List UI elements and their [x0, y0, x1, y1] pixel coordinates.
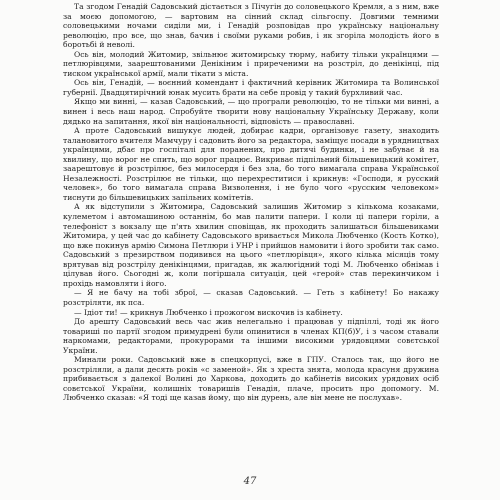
- paragraph: Минали роки. Садовський вже в спецкорпусі, вже в ГПУ. Сталось так, що його не розстріляли, а дали десять років «с заменой». Як з хреста знята, молода красуня дружина прибивається з далекої Волині до Харкова, доходить до кабінетів високих урядових осіб совєтської України, колишніх товаришів Генадія, плаче, просить про допомогу. М. Любченко сказав: «Я тоді ще казав йому, що він дурень, але він мене не послухав».: [63, 355, 439, 403]
- paragraph: — Ідіот ти! — крикнув Любченко і прожогом вискочив із кабінету.: [74, 307, 343, 317]
- paragraph: Ось він, молодий Житомир, звільнює житомирську тюрму, набиту тільки українцями — петлюрівцями, заарештованими Денікіним і приреченими на розстріл, до денікінці, під тиском української армії, мали тікати з міста.: [63, 49, 439, 78]
- paragraph: Ось він, Генадій, — воєнний комендант і фактичний керівник Житомира та Волинської губернії. Двадцятирічний юнак мусить брати на себе провід у такий бурхливий час.: [63, 78, 439, 97]
- paragraph: До арешту Садовський весь час жив нелегально і працював у підпіллі, тоді як його товариші по партії згодом примудрені були опинитися в членах КП(б)У, і з часом ставали наркомами, редакторами, прокурорами та іншими високими урядовцями совєтської України.: [63, 317, 439, 355]
- paragraph: Та згодом Генадій Садовський дістається з Пічугін до соловецького Кремля, а з ним, вже за моєю допомогою, — вартовим на сінний склад сільгоспу. Довгими темними соловецькими ночами сиділи ми, і Генадій розповідав про українську національну революцію, про все, що знав, бачив і своїми руками робив, і як згоріла молодість його в боротьбі й неволі.: [63, 2, 439, 50]
- paragraph: — Я не бачу на тобі зброї, — сказав Садовський. — Геть з кабінету! Бо накажу розстріляти, як пса.: [63, 288, 439, 307]
- paragraph: А як відступили з Житомира, Садовський залишив Житомир з кількома козаками, кулеметом і автомашиною останнім, бо мав палити папери. І коли ці папери горіли, а телефоніст з вокзалу ще п'ять хвилин сповіщав, як проходить залишаться більшевиками Житомира, у цей час до кабінету Садовського вривається Микола Любченко (Кость Котко), що вже покинув армію Симона Петлюри і УНР і прийшов намовити і його зробити так само. Садовський з презирством подивився на цього «петлюрівця», якого кілька місяців тому врятував від розстрілу денікінцями, пригадав, як жалюгідний тоді М. Любченко обнімав і цілував його. Сьогодні ж, коли погіршала ситуація, цей «герой» став перекинчиком і прохідь намовляти і його.: [63, 202, 439, 288]
- page-number: 47: [243, 476, 257, 487]
- body-text: [63, 2, 439, 403]
- paragraph: Якщо ми винні, — казав Садовський, — що програли революцію, то не тільки ми винні, а винен і весь наш народ. Спробуйте творити нову національну Українську Державу, коли дядько на запитання, якої він національності, відповість — православні.: [63, 97, 439, 126]
- paragraph: А проте Садовський вишукує людей, добирає кадри, організовує газету, знаходить талановитого вчителя Мамчуру і садовить його за редактора, заміщує посади в урядництвах українцями, дбає про госпіталі для поранених, про дитячі будинки, і не забуває й на хвилину, що ворог не спить, що ворог працює. Викриває підпільний більшевицький комітет, заарештовує й розстрілює, без милосердя і без зла, бо того вимагала справа Української Незалежності. Розстрілює не тільки, що перехреститися і крикнув: «Господи, я русский человек», бо того вимагала справа Визволення, і не було чого «русским человеком» тиснути до більшевицьких запільних комітетів.: [63, 126, 439, 202]
